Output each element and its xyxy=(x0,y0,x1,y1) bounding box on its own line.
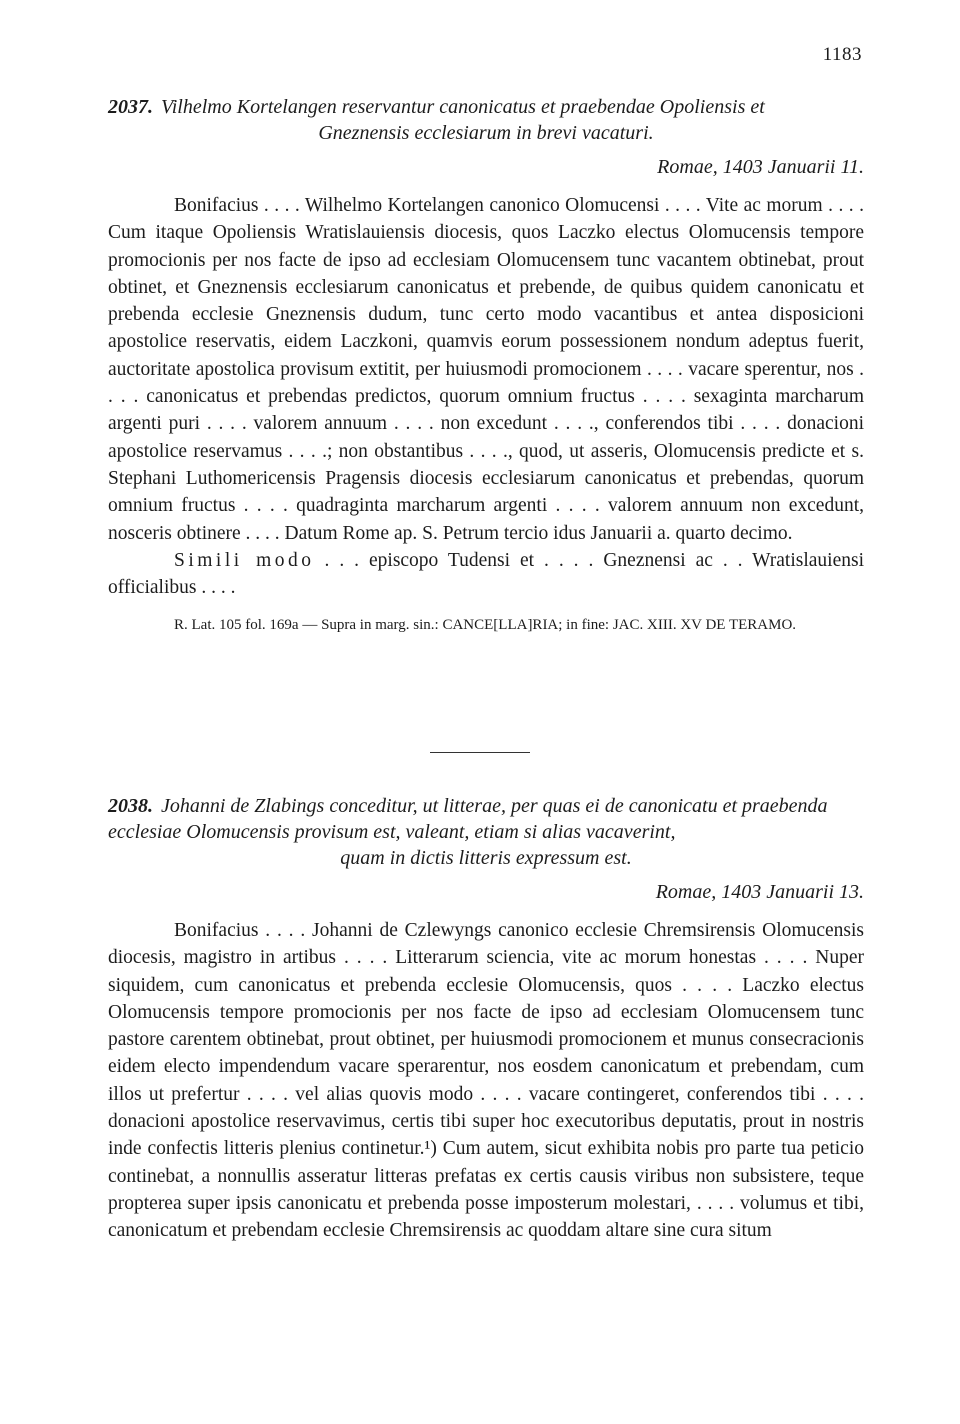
entry-body: Bonifacius . . . . Johanni de Czlewyngs canonico ecclesie Chremsirensis Olomucensis diocesis, magistro in artibus . . . . Litterarum sciencia, vite ac morum honestas . . . . Nuper siquidem, cum canonicatus et prebenda ecclesie Olomucensis, quos . . . . Laczko electus Olomucensis tempore promocionis per nos facte de ipso ad ecclesiam Olomucensem tunc pastore carentem obtinebat, prout obtinet, per huiusmodi promocionem et munus consecracionis eidem electo impendendum vacare sperarentur, nos eosdem canonicatum et prebendam, cum illos ut prefertur . . . . vel alias quovis modo . . . . vacare contingeret, conferendos tibi . . . . donacioni apostolice reservavimus, certis tibi super hoc executoribus deputatis, prout in nostris inde confectis litteris plenius continetur.¹) Cum autem, sicut exhibita nobis pro parte tua peticio continebat, a nonnullis asseratur litteras prefatas ex certis causis viribus non subsistere, teque propterea super ipsis canonicatu et prebenda posse imposterum molestari, . . . . volumus et tibi, canonicatum et prebendam ecclesie Chremsirensis ac quoddam altare sine cura situm xyxy=(108,920,864,1242)
page-number: 1183 xyxy=(822,44,862,65)
entry-2037 xyxy=(108,94,864,636)
entry-place-date: Romae, 1403 Januarii 13. xyxy=(655,881,864,903)
entry-2038 xyxy=(108,793,864,1245)
simili-rest-text: . . . episcopo Tudensi et . . . . Gneznensi ac . . Wratislauiensi officialibus . . . . xyxy=(108,549,864,599)
entry-number: 2038. xyxy=(108,795,153,817)
entry-place-date: Romae, 1403 Januarii 11. xyxy=(657,156,864,178)
entry-number: 2037. xyxy=(108,96,153,118)
entry-title-line1: Vilhelmo Kortelangen reservantur canonicatus et praebendae Opoliensis et xyxy=(161,96,765,118)
entry-title-line2: quam in dictis litteris expressum est. xyxy=(340,847,632,869)
entry-source-note: R. Lat. 105 fol. 169a — Supra in marg. sin.: CANCE[LLA]RIA; in fine: JAC. XIII. XV DE TERAMO. xyxy=(174,617,797,634)
entry-separator xyxy=(430,752,530,753)
entry-title-line1: Johanni de Zlabings conceditur, ut litterae, per quas ei de canonicatu et praebenda ecclesiae Olomucensis provisum est, valeant, etiam si alias vacaverint, xyxy=(108,795,828,843)
entry-heading xyxy=(108,793,864,871)
entry-simili-line xyxy=(108,547,864,602)
entry-heading xyxy=(108,94,864,146)
entry-body: Bonifacius . . . . Wilhelmo Kortelangen canonico Olomucensi . . . . Vite ac morum . . . . Cum itaque Opoliensis Wratislauiensis diocesis, quos Laczko electus Olomucensis tempore promocionis per nos facte de ipso ad ecclesiam Olomucensem tunc vacantem obtinebat, prout obtinet, et Gneznensis ecclesiarum canonicatus et prebende, de quibus quidem canonicatu et prebenda ecclesie Gneznensis dudum, tunc certo modo vacantibus et antea disposicioni apostolice reservatis, eidem Laczkoni, quamvis eorum possessionem nondum adeptus fuerit, auctoritate apostolica provisum extitit, per huiusmodi promocionem . . . . vacare sperentur, nos . . . . canonicatus et prebendas predictos, quorum omnium fructus . . . . sexaginta marcharum argenti puri . . . . valorem annuum . . . . non excedunt . . . ., conferendos tibi . . . . donacioni apostolice reservamus . . . .; non obstantibus . . . ., quod, ut asseris, Olomucensis predicte et s. Stephani Luthomericensis Pragensis diocesis ecclesiarum canonicatus et prebendas, quorum omnium fructus . . . . quadraginta marcharum argenti . . . . valorem annuum non excedunt, nosceris obtinere . . . . Datum Rome ap. S. Petrum tercio idus Januarii a. quarto decimo. xyxy=(108,195,864,544)
entry-title-line2: Gneznensis ecclesiarum in brevi vacaturi. xyxy=(318,122,654,144)
simili-spaced-text: Simili modo xyxy=(174,549,315,571)
